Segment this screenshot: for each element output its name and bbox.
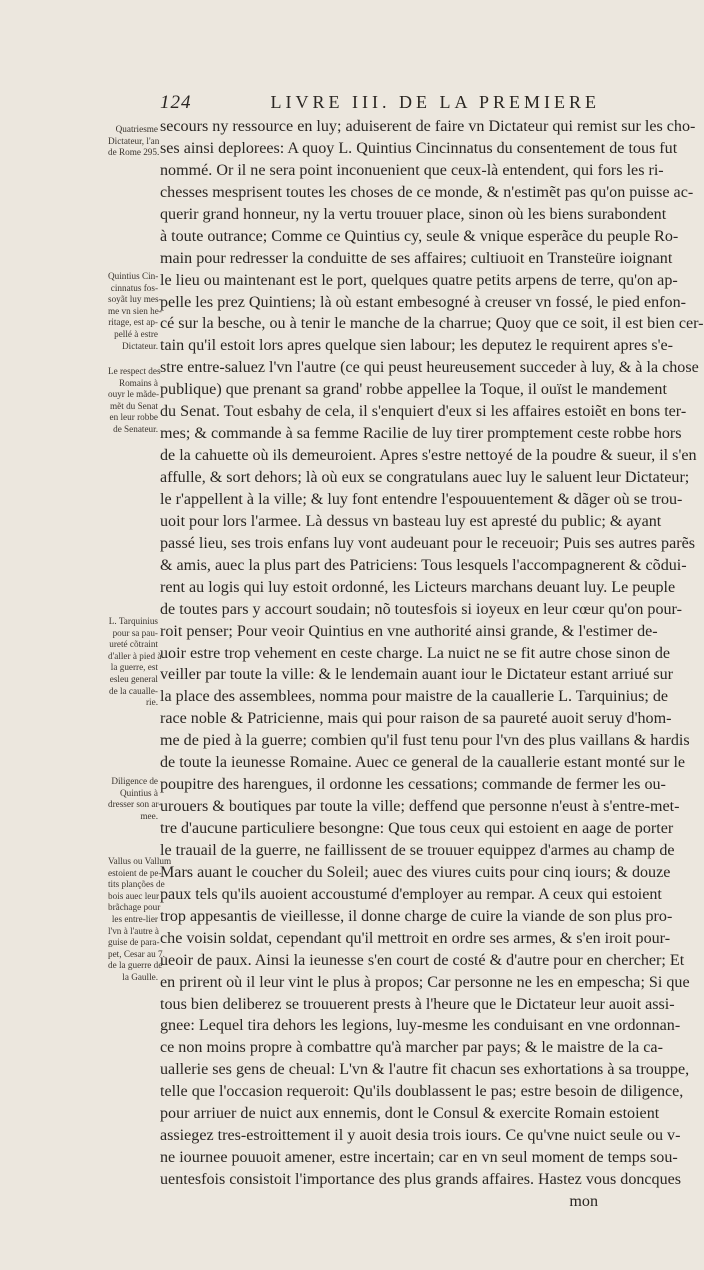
margin-note-line: guise de para-	[108, 937, 160, 948]
margin-note-line: Le respect des	[108, 366, 161, 376]
text-line: trop appesantis de vieillesse, il donne charge de cuire la viande de son plus pro-	[160, 907, 673, 925]
text-line: le lieu ou maintenant est le port, quelques quatre petits arpens de terre, qu'on ap-	[160, 271, 678, 289]
text-line: telle que l'occasion requeroit: Qu'ils doublassent le pas; estre besoin de diligence,	[160, 1083, 684, 1101]
margin-note-line: bois auec leur	[108, 890, 160, 901]
margin-note	[108, 776, 162, 822]
margin-note-line: Diligence de	[111, 776, 158, 786]
margin-note-line: pellé à estre	[114, 328, 158, 339]
text-line: stre entre-saluez l'vn l'autre (ce qui peust heureusement succeder à luy, & à la chose	[160, 359, 699, 377]
text-line: ueoir de paux. Ainsi la ieunesse s'en court de costé & d'autre pour en chercher; Et	[160, 951, 685, 969]
margin-note-line: Dictateur.	[122, 340, 158, 351]
margin-note-line: me vn sien he-	[108, 305, 162, 316]
margin-note-line: L. Tarquinius	[108, 616, 158, 626]
margin-note-line: Romains à	[118, 377, 158, 388]
text-line: querir grand honneur, ny la vertu trouuer place, sinon où les biens surabondent	[160, 205, 667, 223]
margin-note-line: les entre-lier	[111, 913, 158, 924]
text-line: veiller par toute la ville: & le lendemain auant iour le Dictateur estant arriué sur	[160, 666, 674, 684]
margin-note-line: d'aller à pied à	[108, 650, 162, 661]
text-line: che voisin soldat, cependant qu'il mettroit en ordre ses armes, & s'en iroit pour-	[160, 929, 671, 947]
text-line: le r'appellent à la ville; & luy font entendre l'espouuentement & dãger où se trou-	[160, 490, 683, 508]
page-header	[160, 92, 600, 116]
text-line: uallerie ses gens de cheual: L'vn & l'autre fit chacun ses exhortations à sa trouppe,	[160, 1061, 690, 1079]
margin-note-line: Quintius à	[119, 787, 158, 798]
text-line: pour arriuer de nuict aux ennemis, dont le Consul & exercite Romain estoient	[160, 1105, 660, 1123]
text-line: tain qu'il estoit lors apres quelque sien labour; les deputez le requirent apres s'e-	[160, 337, 674, 355]
margin-note-line: ouyr le mãde-	[108, 389, 160, 400]
text-line: assiegez tres-estroittement il y auoit desia trois iours. Ce qu'vne nuict seule ou v-	[160, 1127, 681, 1145]
text-line: Mars auant le coucher du Soleil; auec des viures cuits pour cinq iours; & douze	[160, 863, 671, 881]
text-line: me de pied à la guerre; combien qu'il fust tenu pour l'vn des plus vaillans & hardis	[160, 732, 690, 750]
margin-note	[108, 271, 162, 352]
text-line: paux tels qu'ils auoient accoustumé d'employer au rempar. A ceux qui estoient	[160, 885, 662, 903]
text-line: de toute la ieunesse Romaine. Auec ce general de la cauallerie estant monté sur le	[160, 754, 686, 772]
main-text-block	[160, 116, 704, 1213]
page-number: 124	[160, 92, 192, 113]
text-line: passé lieu, ses trois enfans luy vont audeuant pour le receuoir; Puis ses autres parẽs	[160, 534, 695, 552]
text-line: uentesfois consistoit l'importance des plus grands affaires. Hastez vous doncques	[160, 1171, 682, 1188]
text-line: uoir estre trop vehement en ceste charge. La nuict ne se fit autre chose sinon de	[160, 644, 671, 662]
margin-note-line: Dictateur, l'an	[108, 135, 160, 146]
text-line: poupitre des harengues, il ordonne les cessations; commande de fermer les ou-	[160, 776, 666, 794]
margin-note-line: la guerre, est	[110, 662, 158, 673]
margin-note-line: la Gaulle.	[122, 971, 158, 982]
margin-note-line: de la caualle-	[109, 685, 158, 696]
text-line: nommé. Or il ne sera point inconuenient que ceux-là entendent, qui fors les ri-	[160, 161, 664, 179]
margin-note	[108, 616, 162, 709]
text-line: chesses mesprisent toutes les choses de ce monde, & n'estimẽt pas qu'on puisse ac-	[160, 183, 694, 201]
text-line: rent au logis qui luy estoit ordonné, les Licteurs marchans deuant luy. Le peuple	[160, 578, 676, 596]
text-line: mon	[569, 1192, 598, 1210]
margin-note-line: pour sa pau-	[112, 627, 158, 638]
margin-note-line: l'vn à l'autre à	[108, 925, 160, 936]
text-line: tous bien deliberez se trouuerent prests à l'heure que le Dictateur leur auoit assi-	[160, 995, 675, 1013]
margin-note-line: de Senateur.	[113, 423, 158, 434]
running-title: LIVRE III. DE LA PREMIERE	[270, 92, 600, 112]
margin-note-line: Quintius Cin-	[108, 271, 159, 281]
text-line: uoit pour lors l'armee. Là dessus vn basteau luy est apresté du public; & ayant	[160, 512, 662, 530]
margin-note-line: estoient de pe-	[108, 867, 162, 878]
margin-note-line: esleu general	[109, 673, 158, 684]
text-line: affulle, & sort dehors; là où eux se congratulans auec luy le saluent leur Dictateur;	[160, 469, 690, 486]
text-line: à toute outrance; Comme ce Quintius cy, seule & vnique esperãce du peuple Ro-	[160, 227, 679, 245]
text-line: ce non moins propre à combattre qu'à marcher par pays; & le maistre de la ca-	[160, 1039, 663, 1057]
margin-note-line: rie.	[146, 697, 158, 708]
margin-note-line: ureté cõtraint	[109, 639, 158, 650]
margin-note-line: pet, Cesar au 7.	[108, 948, 165, 959]
text-line: le trauail de la guerre, ne faillissent de se trouuer equippez d'armes au champ de	[160, 841, 675, 859]
margin-note-line: mẽt du Senat	[110, 400, 158, 411]
margin-note	[108, 856, 172, 984]
margin-note-line: soyãt luy mes-	[108, 294, 162, 305]
margin-note-line: tits planções de	[108, 879, 165, 890]
text-line: secours ny ressource en luy; aduiserent de faire vn Dictateur qui remist sur les cho-	[160, 118, 696, 135]
margin-note-line: cinnatus fos-	[110, 282, 158, 293]
text-line: gnee: Lequel tira dehors les legions, luy-mesme les conduisant en vne ordonnan-	[160, 1017, 681, 1035]
text-line: tre d'aucune particuliere besongne: Que tous ceux qui estoient en aage de porter	[160, 820, 674, 837]
margin-note-line: Quatriesme	[115, 124, 158, 134]
margin-note-line: de Rome 295.	[108, 147, 160, 158]
margin-note-line: Vallus ou Vallum	[108, 856, 172, 866]
text-line: ne iournee pouuoit amener, estre incertain; car en vn seul moment de temps sou-	[160, 1149, 678, 1167]
text-line: publique) que prenant sa grand' robbe appellee la Toque, il ouïst le mandement	[160, 381, 667, 399]
margin-note-line: brãchage pour	[108, 902, 161, 913]
margin-note-line: mee.	[140, 810, 158, 821]
margin-note-line: en leur robbe	[109, 412, 158, 423]
text-line: en prirent où il leur vint le plus à propos; Car personne ne les en empeschа; Si que	[160, 973, 690, 991]
margin-note-line: ritage, est ap-	[108, 317, 158, 328]
text-line: race noble & Patricienne, mais qui pour raison de sa paureté auoit seruy d'hom-	[160, 710, 672, 728]
margin-note	[108, 124, 158, 159]
margin-note	[108, 366, 161, 436]
text-line: de la cahuette où ils demeuroient. Apres s'estre nettoyé de la poudre & sueur, il s'en	[160, 447, 697, 465]
text-line: mes; & commande à sa femme Racilie de luy tirer promptement ceste robbe hors	[160, 425, 682, 443]
margin-note-line: de la guerre de	[108, 960, 163, 971]
text-line: roit penser; Pour veoir Quintius en vne authorité ainsi grande, & l'estimer de-	[160, 622, 658, 640]
text-line: & amis, auec la plus part des Patriciens: Tous lesquels l'accompagnerent & cõdui-	[160, 556, 687, 574]
text-line: cé sur la besche, ou à tenir le manche de la charrue; Quoy que ce soit, il est bien cer-	[160, 315, 704, 333]
text-line: main pour redresser la conduitte de ses affaires; cultiuoit en Transteüre ioignant	[160, 249, 673, 267]
text-line: de toutes pars y accourt soudain; nõ toutesfois si ioyeux en leur cœur qu'on pour-	[160, 600, 682, 618]
text-line: pelle les prez Quintiens; là où estant embesogné à creuser vn fossé, le pied enfon-	[160, 293, 686, 311]
text-line: la place des assemblees, nomma pour maistre de la cauallerie L. Tarquinius; de	[160, 688, 669, 706]
text-line: du Senat. Tout esbahy de cela, il s'enquiert d'eux si les affaires estoiẽt en bons ter-	[160, 403, 687, 421]
text-line: urouers & boutiques par toute la ville; deffend que personne n'eust à s'entre-met-	[160, 798, 680, 816]
text-line: ses ainsi deplorees: A quoy L. Quintius Cincinnatus du consentement de tous fut	[160, 139, 678, 157]
margin-note-line: dresser son ar-	[108, 799, 162, 810]
